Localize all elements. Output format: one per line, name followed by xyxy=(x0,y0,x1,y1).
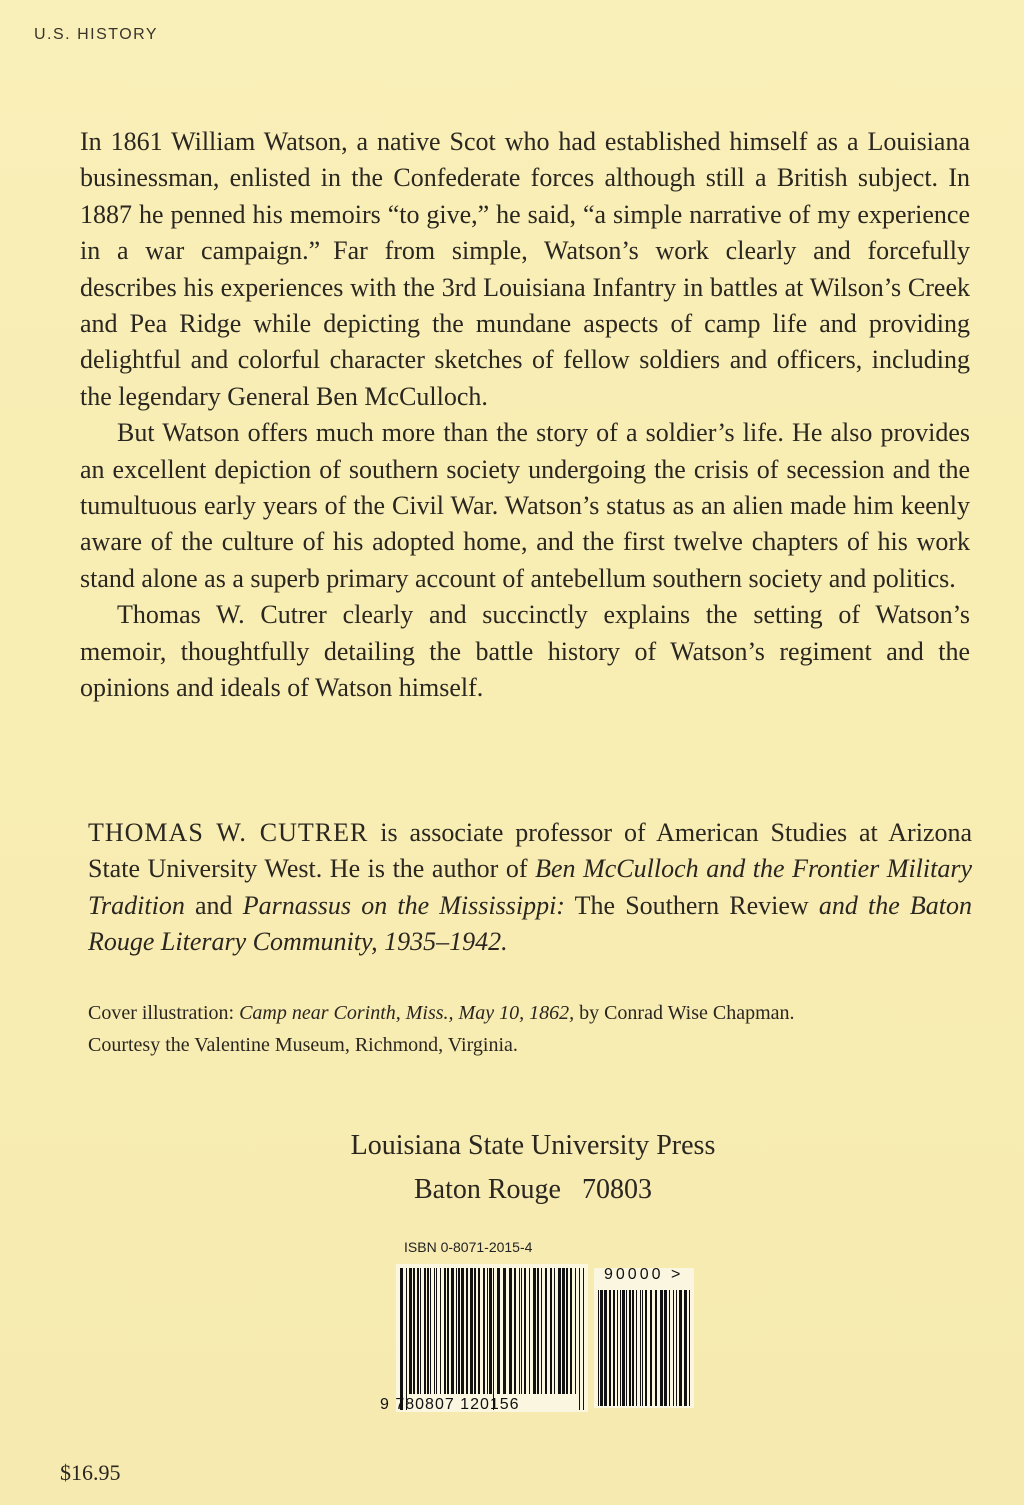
barcode-bar xyxy=(537,1268,539,1394)
barcode-bar xyxy=(642,1290,643,1406)
barcode-bar xyxy=(503,1268,506,1394)
cover-credit xyxy=(88,997,978,1061)
barcode-bar xyxy=(420,1268,421,1394)
blurb-paragraph-1: In 1861 William Watson, a native Scot who had established himself as a Louisiana businessman, enlisted in the Confederate forces although still a British subject. In 1887 he penned his memoirs “to give,” he said, “a simple narrative of my experience in a war campaign.” Far from simple, Watson’s work clearly and forcefully describes his experiences with the 3rd Louisiana Infantry in battles at Wilson’s Creek and Pea Ridge while depicting the mundane aspects of camp life and providing delightful and colorful character sketches of fellow soldiers and officers, including the legendary General Ben McCulloch. xyxy=(80,127,970,411)
barcode-bar xyxy=(427,1268,429,1394)
barcode-bar xyxy=(436,1268,437,1394)
barcode-bar xyxy=(533,1268,536,1394)
barcode-bar xyxy=(566,1268,568,1394)
barcode-bar xyxy=(636,1290,637,1406)
book-title-2a: Parnassus on the Mississippi: xyxy=(242,890,565,920)
barcode-bar xyxy=(669,1290,670,1406)
barcode-bar xyxy=(497,1268,500,1394)
book-title-1: Ben McCulloch and the Frontier Military Tradition xyxy=(88,854,972,920)
author-name: THOMAS W. CUTRER xyxy=(88,818,369,847)
barcode-bar xyxy=(632,1290,634,1406)
barcode-bar xyxy=(613,1290,615,1406)
publisher-name: Louisiana State University Press xyxy=(350,1130,716,1161)
barcode-bar xyxy=(570,1268,572,1394)
barcode-bar xyxy=(417,1268,419,1394)
barcode-bar xyxy=(604,1290,607,1406)
price: $16.95 xyxy=(60,1460,121,1485)
barcode-bar xyxy=(600,1290,603,1406)
barcode-bar xyxy=(617,1290,618,1406)
barcode-bar xyxy=(509,1268,512,1394)
barcode-bar xyxy=(541,1268,542,1394)
barcode-bar xyxy=(579,1268,580,1410)
barcode-bar xyxy=(626,1290,627,1406)
category-label: U.S. HISTORY xyxy=(34,26,159,43)
barcode-bar xyxy=(458,1268,460,1394)
barcode-bar xyxy=(478,1268,480,1394)
description-blurb xyxy=(80,124,970,707)
barcode-bar xyxy=(474,1268,476,1394)
ean-barcode xyxy=(396,1264,588,1412)
barcode-bar xyxy=(650,1290,652,1406)
barcode-bar xyxy=(620,1290,621,1406)
barcode-bar xyxy=(545,1268,547,1394)
credit-courtesy: Courtesy the Valentine Museum, Richmond, Virginia. xyxy=(88,1034,518,1056)
barcode-bar xyxy=(622,1290,625,1406)
author-bio xyxy=(88,815,972,961)
barcode-bar xyxy=(689,1290,690,1406)
book-title-2b: The Southern Review xyxy=(564,890,819,920)
barcode-bar xyxy=(470,1268,473,1394)
barcode-bar xyxy=(456,1268,457,1394)
barcode-bar xyxy=(424,1268,426,1394)
barcode-bar xyxy=(466,1268,468,1394)
illustration-title: Camp near Corinth, Miss., May 10, 1862, xyxy=(239,1002,575,1024)
addon-digits: 90000 > xyxy=(604,1266,684,1283)
barcode-bar xyxy=(521,1268,522,1394)
barcode-bar xyxy=(684,1290,687,1406)
blurb-paragraph-2: But Watson offers much more than the story of a soldier’s life. He also provides an excellent depiction of southern society undergoing the crisis of secession and the tumultuous early years of the Civil War. Watson’s status as an alien made him keenly aware of the culture of his adopted home, and the first twelve chapters of his work stand alone as a superb primary account of antebellum southern society and politics. xyxy=(80,418,970,593)
barcode-bar xyxy=(673,1290,674,1406)
barcode-bar xyxy=(562,1268,565,1394)
credit-prefix: Cover illustration: xyxy=(88,1002,240,1024)
author-bio-text: is associate professor of American Studies at Arizona State University West. He is the author of xyxy=(88,818,972,884)
blurb-paragraph-3: Thomas W. Cutrer clearly and succinctly explains the setting of Watson’s memoir, thoughtfully detailing the battle history of Watson’s regiment and the opinions and ideals of Watson himself. xyxy=(80,600,970,703)
barcode-bar xyxy=(676,1290,677,1406)
barcode-bar xyxy=(409,1268,412,1394)
barcode-bar xyxy=(434,1268,435,1394)
barcode-bar xyxy=(487,1268,488,1394)
barcode-bar xyxy=(413,1268,415,1394)
barcode-bar xyxy=(447,1268,449,1394)
barcode-bar xyxy=(440,1268,441,1394)
barcode-bar xyxy=(483,1268,485,1394)
barcode-bar xyxy=(583,1268,584,1410)
barcode-bar xyxy=(529,1268,530,1394)
barcode-bar xyxy=(655,1290,657,1406)
barcode-bar xyxy=(664,1290,667,1406)
addon-barcode xyxy=(594,1268,694,1408)
barcode-bar xyxy=(451,1268,454,1394)
barcode-bar xyxy=(550,1268,552,1394)
barcode-bar xyxy=(609,1290,611,1406)
barcode-bar xyxy=(524,1268,526,1394)
barcode-bar xyxy=(444,1268,446,1394)
barcode-bar xyxy=(679,1290,682,1406)
barcode-bar xyxy=(598,1290,599,1406)
barcode-bar xyxy=(406,1268,407,1410)
barcode-bar xyxy=(575,1268,576,1394)
publisher-city: Baton Rouge 70803 xyxy=(414,1174,652,1205)
barcode-bar xyxy=(660,1290,663,1406)
credit-suffix: by Conrad Wise Chapman. xyxy=(574,1002,795,1024)
barcode-bar xyxy=(519,1268,520,1394)
ean-digits: 9 780807 120156 xyxy=(380,1396,520,1413)
barcode-bar xyxy=(558,1268,561,1394)
barcode-bar xyxy=(400,1268,403,1410)
barcode-bar xyxy=(554,1268,555,1394)
barcode-bar xyxy=(430,1268,431,1394)
barcode-bar xyxy=(629,1290,631,1406)
barcode-bar xyxy=(493,1268,494,1410)
book-title-2c: and the Baton Rouge Literary Community, 1935–1942. xyxy=(88,890,973,957)
isbn-label: ISBN 0-8071-2015-4 xyxy=(404,1239,533,1255)
barcode-bar xyxy=(514,1268,516,1394)
barcode-bar xyxy=(645,1290,647,1406)
barcode-bar xyxy=(461,1268,464,1394)
bio-conjunction: and xyxy=(184,890,243,920)
barcode-bar xyxy=(640,1290,641,1406)
barcode-bar xyxy=(489,1268,492,1394)
publisher-block xyxy=(0,1124,1024,1212)
